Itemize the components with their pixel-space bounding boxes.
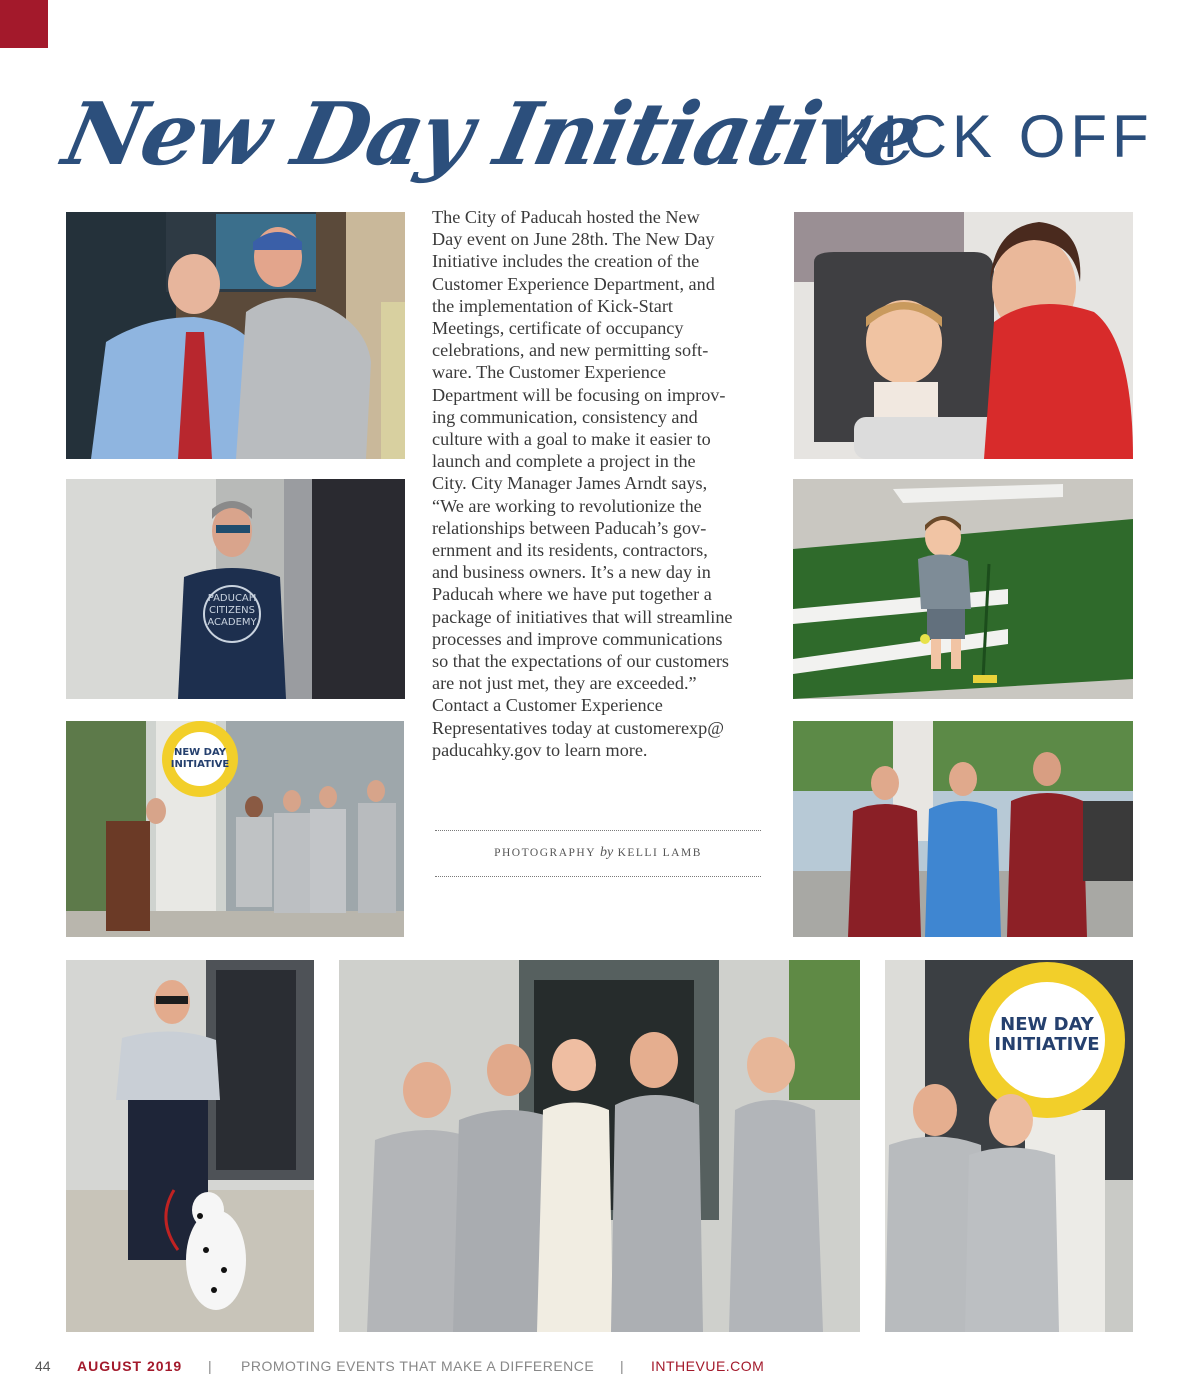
article-line: and business owners. It’s a new day in [432, 562, 711, 583]
article-line: package of initiatives that will streamline [432, 606, 733, 627]
article-line: Meetings, certificate of occupancy [432, 318, 684, 339]
photo-group-women [339, 960, 860, 1332]
article-line: ernment and its residents, contractors, [432, 540, 708, 561]
photo-mini-golf [793, 479, 1133, 699]
article-line: celebrations, and new permitting soft- [432, 340, 709, 361]
footer-separator: | [208, 1358, 212, 1374]
article-line: Day event on June 28th. The New Day [432, 229, 715, 250]
article-line: ing communication, consistency and [432, 406, 698, 427]
corner-accent [0, 0, 48, 48]
balloon-sign-small-2: INITIATIVE [170, 759, 230, 770]
article-line: Representatives today at customerexp@ [432, 717, 724, 738]
article-line: are not just met, they are exceeded.” [432, 673, 697, 694]
photo-uniformed-officers [793, 721, 1133, 937]
article-line: Paducah where we have put together a [432, 584, 712, 605]
page-number: 44 [35, 1358, 51, 1374]
script-title: New Day Initiative [55, 84, 929, 185]
article-line: The City of Paducah hosted the New [432, 207, 700, 227]
footer-separator: | [620, 1358, 624, 1374]
website-link[interactable]: INTHEVUE.COM [651, 1358, 765, 1374]
photo-two-men [66, 212, 405, 459]
balloon-sign-line-1: NEW DAY [1000, 1014, 1094, 1035]
article-line: relationships between Paducah’s gov- [432, 517, 707, 538]
photo-citizens-academy [66, 479, 405, 699]
credit-rule-top [435, 830, 761, 831]
article-line: ware. The Customer Experience [432, 362, 666, 383]
article-line: Contact a Customer Experience [432, 695, 663, 716]
shirt-line-2: CITIZENS [209, 605, 255, 616]
credit-by: by [599, 845, 614, 860]
article-line: paducahky.gov to learn more. [432, 739, 648, 760]
credit-rule-bottom [435, 876, 761, 877]
article-line: the implementation of Kick-Start [432, 295, 673, 316]
footer-tagline: PROMOTING EVENTS THAT MAKE A DIFFERENCE [241, 1358, 595, 1374]
photo-balloon-sign [885, 960, 1133, 1332]
credit-name: KELLI LAMB [617, 847, 702, 859]
article-line: Customer Experience Department, and [432, 273, 715, 294]
photo-credit [435, 845, 761, 861]
article-line: Department will be focusing on improv- [432, 384, 726, 405]
article-line: launch and complete a project in the [432, 451, 696, 472]
photo-podium [66, 721, 404, 937]
article-line: processes and improve communications [432, 628, 723, 649]
page-title [55, 80, 1154, 190]
issue-date: AUGUST 2019 [77, 1358, 183, 1374]
article-line: Initiative includes the creation of the [432, 251, 700, 272]
shirt-line-3: ACADEMY [207, 617, 257, 628]
credit-label: PHOTOGRAPHY [494, 847, 596, 859]
photo-firefighter-dalmatian [66, 960, 314, 1332]
article-line: culture with a goal to make it easier to [432, 429, 711, 450]
article-line: “We are working to revolutionize the [432, 495, 702, 516]
article-line: so that the expectations of our customers [432, 651, 729, 672]
balloon-sign-small-1: NEW DAY [173, 747, 227, 758]
article-body [432, 206, 772, 761]
shirt-line-1: PADUCAH [207, 593, 257, 604]
article-line: City. City Manager James Arndt says, [432, 473, 708, 494]
kick-off-title: KICK OFF [837, 103, 1154, 170]
balloon-sign-line-2: INITIATIVE [994, 1034, 1100, 1055]
photo-mother-baby [794, 212, 1133, 459]
